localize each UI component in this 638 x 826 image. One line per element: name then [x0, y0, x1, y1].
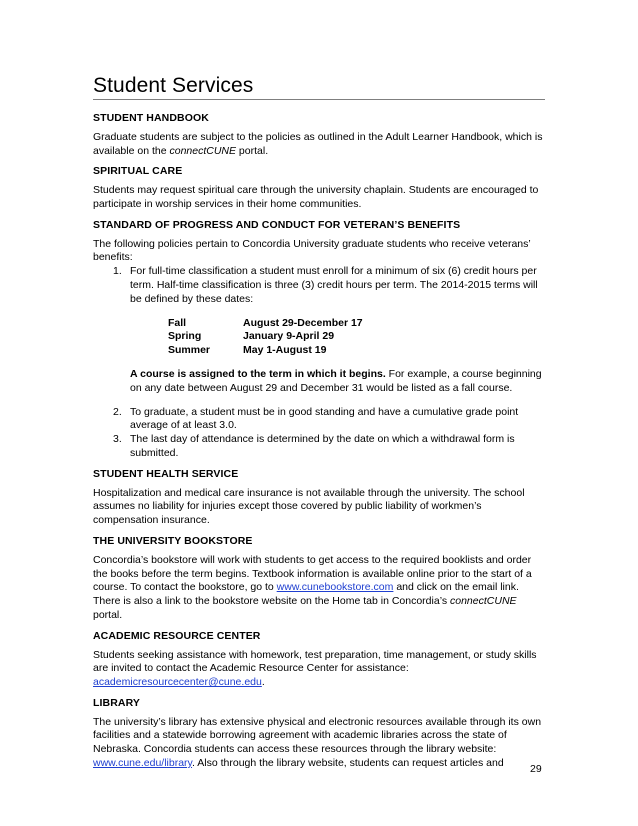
list-number: 2.	[113, 405, 122, 418]
italic-text: connectCUNE	[450, 595, 517, 608]
term-name: Spring	[168, 330, 202, 343]
title-rule	[93, 99, 545, 100]
section-veterans-benefits	[93, 219, 545, 461]
section-paragraph	[93, 649, 545, 690]
term-row	[168, 317, 545, 331]
paragraph-text: The university’s library has extensive physical and electronic resources available through its own facilities and a statewide borrowing agreement with academic libraries across the state of Nebraska. Concordia students can access these resources through the library website:	[93, 715, 542, 756]
section-student-handbook	[93, 112, 545, 158]
list-text: For full-time classification a student must enroll for a minimum of six (6) credit hours per term. Half-time classification is three (3) credit hours per term. The 2014-2015 terms will be defined by these dates:	[130, 265, 538, 305]
paragraph-text: and click on the email link. There is also a link to the bookstore website on the Home tab in Concordia’s	[93, 581, 519, 608]
section-academic-resource-center	[93, 630, 545, 690]
list-text: To graduate, a student must be in good standing and have a cumulative grade point average of at least 3.0.	[130, 405, 519, 432]
paragraph-text: portal.	[93, 608, 123, 621]
list-number: 3.	[113, 433, 122, 446]
paragraph-text: Concordia’s bookstore will work with students to get access to the required booklists and order the books before the term begins. Textbook information is available online prior to the start of a course. To contact the bookstore, go to	[93, 553, 532, 594]
term-name: Fall	[168, 316, 187, 329]
note-text: For example, a course beginning on any date between August 29 and December 31 would be listed as a fall course.	[130, 367, 542, 394]
section-student-health	[93, 468, 545, 528]
term-name: Summer	[168, 344, 211, 357]
section-paragraph	[93, 554, 545, 623]
list-text: The last day of attendance is determined by the date on which a withdrawal form is submitted.	[130, 433, 515, 459]
term-dates: January 9-April 29	[243, 330, 335, 343]
section-paragraph	[93, 716, 545, 771]
library-link[interactable]: www.cune.edu/library	[93, 757, 193, 770]
section-heading: STUDENT HANDBOOK	[93, 112, 209, 124]
section-paragraph: Hospitalization and medical care insurance is not available through the university. The school assumes no liability for injuries except those covered by public liability of workmen’s compensation insurance.	[93, 486, 525, 527]
paragraph-text: .	[261, 676, 265, 689]
list-item	[93, 265, 545, 306]
term-row	[168, 344, 545, 358]
section-heading: SPIRITUAL CARE	[93, 165, 183, 178]
page-content	[93, 112, 545, 778]
section-heading: STANDARD OF PROGRESS AND CONDUCT FOR VETERAN’S BENEFITS	[93, 218, 461, 231]
paragraph-text: Students seeking assistance with homework, test preparation, time management, or study skills are invited to contact the Academic Resource Center for assistance:	[93, 648, 537, 675]
term-row	[168, 330, 545, 344]
section-paragraph	[93, 131, 545, 159]
page-title: Student Services	[93, 74, 254, 97]
section-heading: STUDENT HEALTH SERVICE	[93, 467, 239, 480]
section-heading: LIBRARY	[93, 696, 140, 709]
term-dates-table	[168, 317, 545, 358]
paragraph-text: . Also through the library website, students can request articles and	[192, 757, 504, 770]
list-item	[93, 433, 545, 461]
bookstore-link[interactable]: www.cunebookstore.com	[276, 581, 394, 594]
paragraph-text: Graduate students are subject to the policies as outlined in the Adult Learner Handbook, which is available on the	[93, 130, 543, 157]
italic-text: connectCUNE	[169, 144, 237, 157]
note-bold: A course is assigned to the term in which it begins.	[130, 367, 386, 380]
section-library	[93, 697, 545, 771]
section-paragraph: The following policies pertain to Concordia University graduate students who receive veterans’ benefits:	[93, 237, 531, 264]
list-number: 1.	[113, 265, 122, 278]
paragraph-text: portal.	[236, 144, 269, 157]
section-heading: THE UNIVERSITY BOOKSTORE	[93, 534, 253, 547]
section-paragraph: Students may request spiritual care through the university chaplain. Students are encouraged to participate in worship services in their home communities.	[93, 184, 539, 210]
section-heading: ACADEMIC RESOURCE CENTER	[93, 629, 261, 642]
arc-email-link[interactable]: academicresourcecenter@cune.edu	[93, 676, 262, 689]
section-spiritual-care	[93, 165, 545, 211]
page-number: 29	[530, 763, 542, 775]
section-bookstore	[93, 535, 545, 623]
term-dates: May 1-August 19	[243, 344, 327, 357]
list-item	[93, 406, 545, 434]
term-note	[130, 368, 545, 396]
term-dates: August 29-December 17	[243, 316, 363, 329]
